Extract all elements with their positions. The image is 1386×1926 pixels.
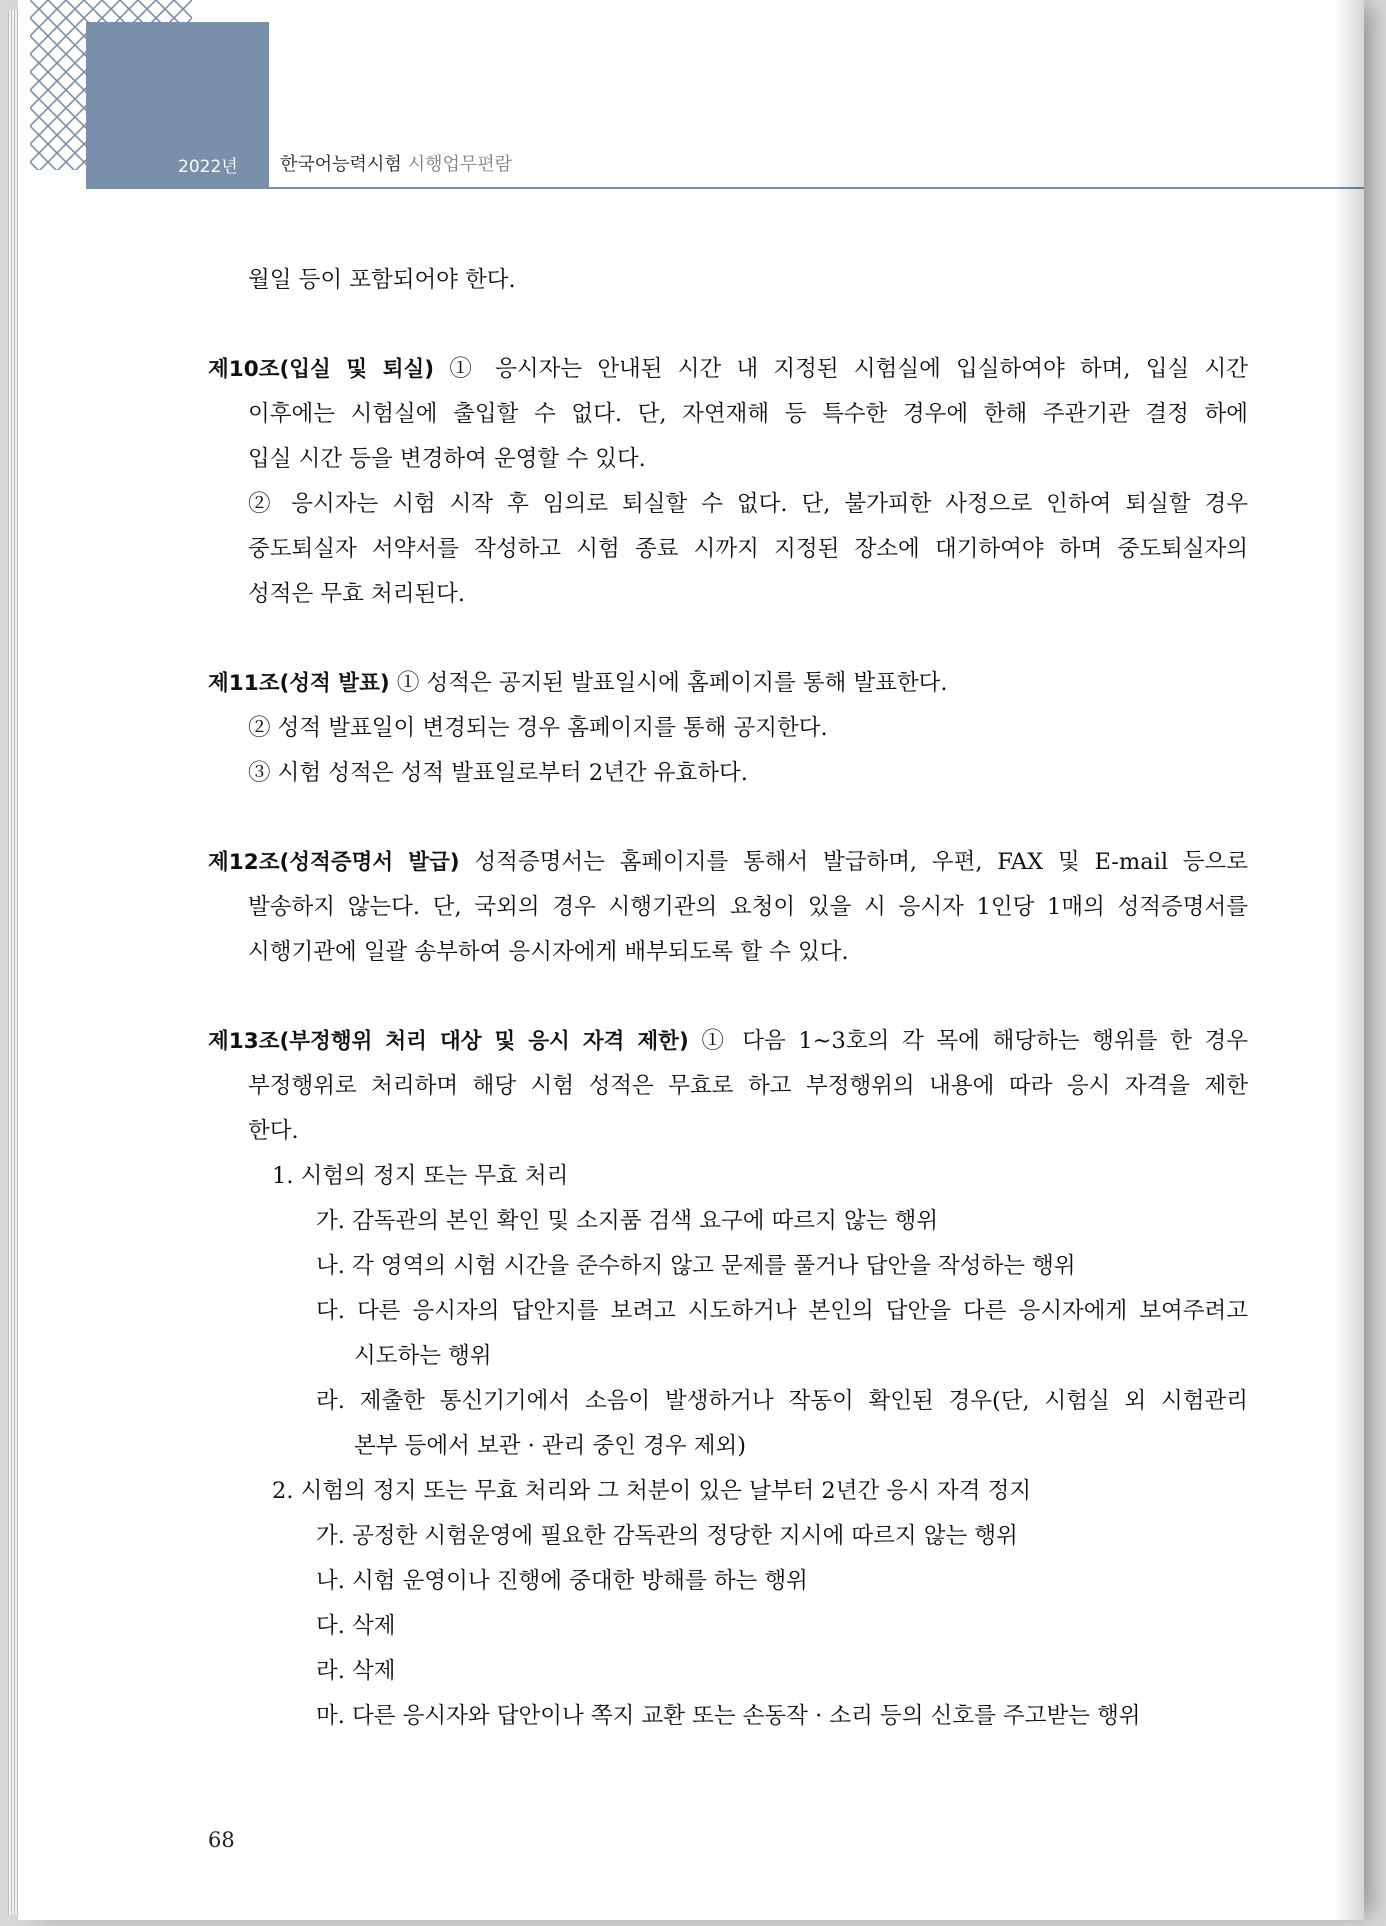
article-13-item-1-ra: 라. 제출한 통신기기에서 소음이 발생하거나 작동이 확인된 경우(단, 시험실 외 시험관리 bbox=[316, 1388, 1248, 1414]
article-13-item-1: 1. 시험의 정지 또는 무효 처리 bbox=[272, 1163, 569, 1189]
article-11-line-2: ② 성적 발표일이 변경되는 경우 홈페이지를 통해 공지한다. bbox=[248, 715, 828, 741]
header-title-main: 한국어능력시험 bbox=[280, 154, 402, 175]
article-13-item-1-da-cont: 시도하는 행위 bbox=[354, 1343, 492, 1369]
document-page bbox=[18, 0, 1364, 1920]
article-13-item-1-da: 다. 다른 응시자의 답안지를 보려고 시도하거나 본인의 답안을 다른 응시자에게 보여주려고 bbox=[316, 1298, 1248, 1324]
article-12-line-1 bbox=[208, 840, 1248, 885]
article-10-text: ① 응시자는 안내된 시간 내 지정된 시험실에 입실하여야 하며, 입실 시간 bbox=[449, 356, 1248, 382]
article-10-line-1 bbox=[208, 347, 1248, 392]
article-13-line-2: 부정행위로 처리하며 해당 시험 성적은 무효로 하고 부정행위의 내용에 따라 응시 자격을 제한 bbox=[248, 1073, 1248, 1099]
article-13-item-2-da: 다. 삭제 bbox=[316, 1613, 396, 1639]
article-12-heading: 제12조(성적증명서 발급) bbox=[208, 850, 460, 875]
article-10-line-6: 성적은 무효 처리된다. bbox=[248, 581, 466, 607]
article-13-text: ① 다음 1~3호의 각 목에 해당하는 행위를 한 경우 bbox=[701, 1028, 1249, 1054]
article-10-line-5: 중도퇴실자 서약서를 작성하고 시험 종료 시까지 지정된 장소에 대기하여야 하며 중도퇴실자의 bbox=[248, 536, 1248, 562]
article-13-item-2: 2. 시험의 정지 또는 무효 처리와 그 처분이 있은 날부터 2년간 응시 자격 정지 bbox=[272, 1478, 1032, 1504]
article-13-item-2-ra: 라. 삭제 bbox=[316, 1658, 396, 1684]
article-13-item-1-na: 나. 각 영역의 시험 시간을 준수하지 않고 문제를 풀거나 답안을 작성하는 행위 bbox=[316, 1253, 1076, 1279]
page-number: 68 bbox=[208, 1828, 235, 1852]
article-12-line-2: 발송하지 않는다. 단, 국외의 경우 시행기관의 요청이 있을 시 응시자 1인당 1매의 성적증명서를 bbox=[248, 894, 1248, 920]
article-12-line-3: 시행기관에 일괄 송부하여 응시자에게 배부되도록 할 수 있다. bbox=[248, 939, 849, 965]
header-title-sub: 시행업무편람 bbox=[407, 154, 513, 175]
article-13-item-2-ma: 마. 다른 응시자와 답안이나 쪽지 교환 또는 손동작 · 소리 등의 신호를 주고받는 행위 bbox=[316, 1703, 1141, 1729]
page-shadow bbox=[1334, 0, 1364, 1920]
article-13-heading: 제13조(부정행위 처리 대상 및 응시 자격 제한) bbox=[208, 1029, 689, 1054]
article-11-line-1 bbox=[208, 661, 1248, 706]
article-10-line-4: ② 응시자는 시험 시작 후 임의로 퇴실할 수 없다. 단, 불가피한 사정으로 인하여 퇴실할 경우 bbox=[248, 491, 1248, 517]
article-12-text: 성적증명서는 홈페이지를 통해서 발급하며, 우편, FAX 및 E-mail 등으로 bbox=[474, 849, 1249, 875]
header-year: 2022년 bbox=[178, 157, 238, 177]
article-13-item-2-na: 나. 시험 운영이나 진행에 중대한 방해를 하는 행위 bbox=[316, 1568, 808, 1594]
header-rule bbox=[86, 187, 1364, 189]
document-body bbox=[208, 258, 1248, 1739]
article-13-item-2-ga: 가. 공정한 시험운영에 필요한 감독관의 정당한 지시에 따르지 않는 행위 bbox=[316, 1523, 1018, 1549]
article-13-line-1 bbox=[208, 1019, 1248, 1064]
intro-line: 월일 등이 포함되어야 한다. bbox=[248, 267, 516, 293]
article-11-heading: 제11조(성적 발표) bbox=[208, 671, 390, 696]
article-10-line-3: 입실 시간 등을 변경하여 운영할 수 있다. bbox=[248, 446, 646, 472]
article-13-item-1-ga: 가. 감독관의 본인 확인 및 소지품 검색 요구에 따르지 않는 행위 bbox=[316, 1208, 939, 1234]
article-13-item-1-ra-cont: 본부 등에서 보관 · 관리 중인 경우 제외) bbox=[354, 1433, 747, 1459]
article-11-line-3: ③ 시험 성적은 성적 발표일로부터 2년간 유효하다. bbox=[248, 760, 748, 786]
article-10-heading: 제10조(입실 및 퇴실) bbox=[208, 357, 435, 382]
article-11-text: ① 성적은 공지된 발표일시에 홈페이지를 통해 발표한다. bbox=[396, 670, 948, 696]
article-13-line-3: 한다. bbox=[248, 1118, 299, 1144]
article-10-line-2: 이후에는 시험실에 출입할 수 없다. 단, 자연재해 등 특수한 경우에 한해 주관기관 결정 하에 bbox=[248, 401, 1248, 427]
header-title bbox=[280, 150, 512, 176]
